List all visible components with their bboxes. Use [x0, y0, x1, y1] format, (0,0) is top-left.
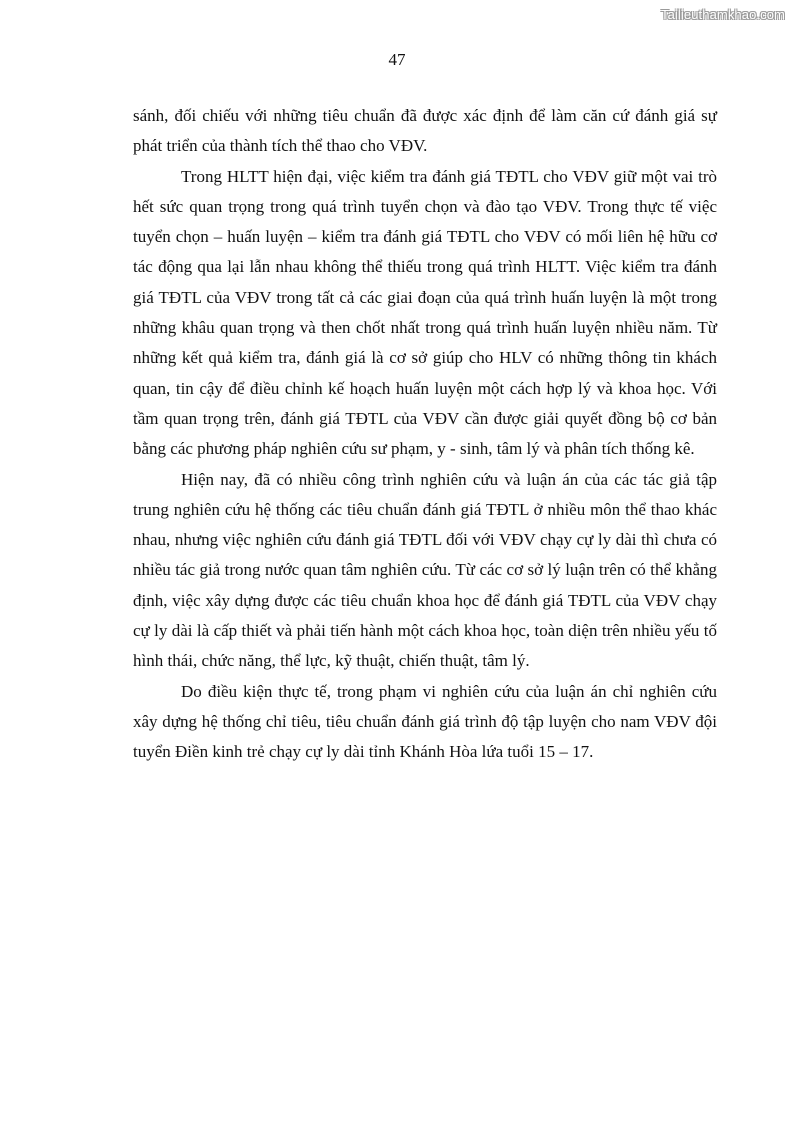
paragraph-2: Trong HLTT hiện đại, việc kiểm tra đánh giá TĐTL cho VĐV giữ một vai trò hết sức quan trọng trong quá trình tuyển chọn và đào tạo VĐV. Trong thực tế việc tuyển chọn – huấn luyện – kiểm tra đánh giá TĐTL cho VĐV có mối liên hệ hữu cơ tác động qua lại lẫn nhau không thể thiếu trong quá trình HLTT. Việc kiểm tra đánh giá TĐTL của VĐV trong tất cả các giai đoạn của quá trình huấn luyện là một trong những khâu quan trọng và then chốt nhất trong quá trình huấn luyện nhiều năm. Từ những kết quả kiểm tra, đánh giá là cơ sở giúp cho HLV có những thông tin khách quan, tin cậy để điều chỉnh kế hoạch huấn luyện một cách hợp lý và khoa học. Với tầm quan trọng trên, đánh giá TĐTL của VĐV cần được giải quyết đồng bộ cơ bản bằng các phương pháp nghiên cứu sư phạm, y - sinh, tâm lý và phân tích thống kê.	[133, 166, 717, 459]
document-body	[133, 101, 717, 768]
watermark-text: Tailieuthamkhao.com	[660, 7, 785, 22]
paragraph-3: Hiện nay, đã có nhiều công trình nghiên cứu và luận án của các tác giả tập trung nghiên cứu hệ thống các tiêu chuẩn đánh giá TĐTL ở nhiều môn thể thao khác nhau, nhưng việc nghiên cứu đánh giá TĐTL đối với VĐV chạy cự ly dài thì chưa có nhiều tác giả trong nước quan tâm nghiên cứu. Từ các cơ sở lý luận trên có thể khẳng định, việc xây dựng được các tiêu chuẩn khoa học để đánh giá TĐTL của VĐV chạy cự ly dài là cấp thiết và phải tiến hành một cách khoa học, toàn diện trên nhiều yếu tố hình thái, chức năng, thể lực, kỹ thuật, chiến thuật, tâm lý.	[133, 469, 717, 671]
page-number: 47	[388, 50, 406, 69]
paragraph-4: Do điều kiện thực tế, trong phạm vi nghiên cứu của luận án chỉ nghiên cứu xây dựng hệ thống chỉ tiêu, tiêu chuẩn đánh giá trình độ tập luyện cho nam VĐV đội tuyển Điền kinh trẻ chạy cự ly dài tỉnh Khánh Hòa lứa tuổi 15 – 17.	[133, 681, 717, 762]
paragraph-1: sánh, đối chiếu với những tiêu chuẩn đã được xác định để làm căn cứ đánh giá sự phát triển của thành tích thể thao cho VĐV.	[133, 106, 717, 156]
